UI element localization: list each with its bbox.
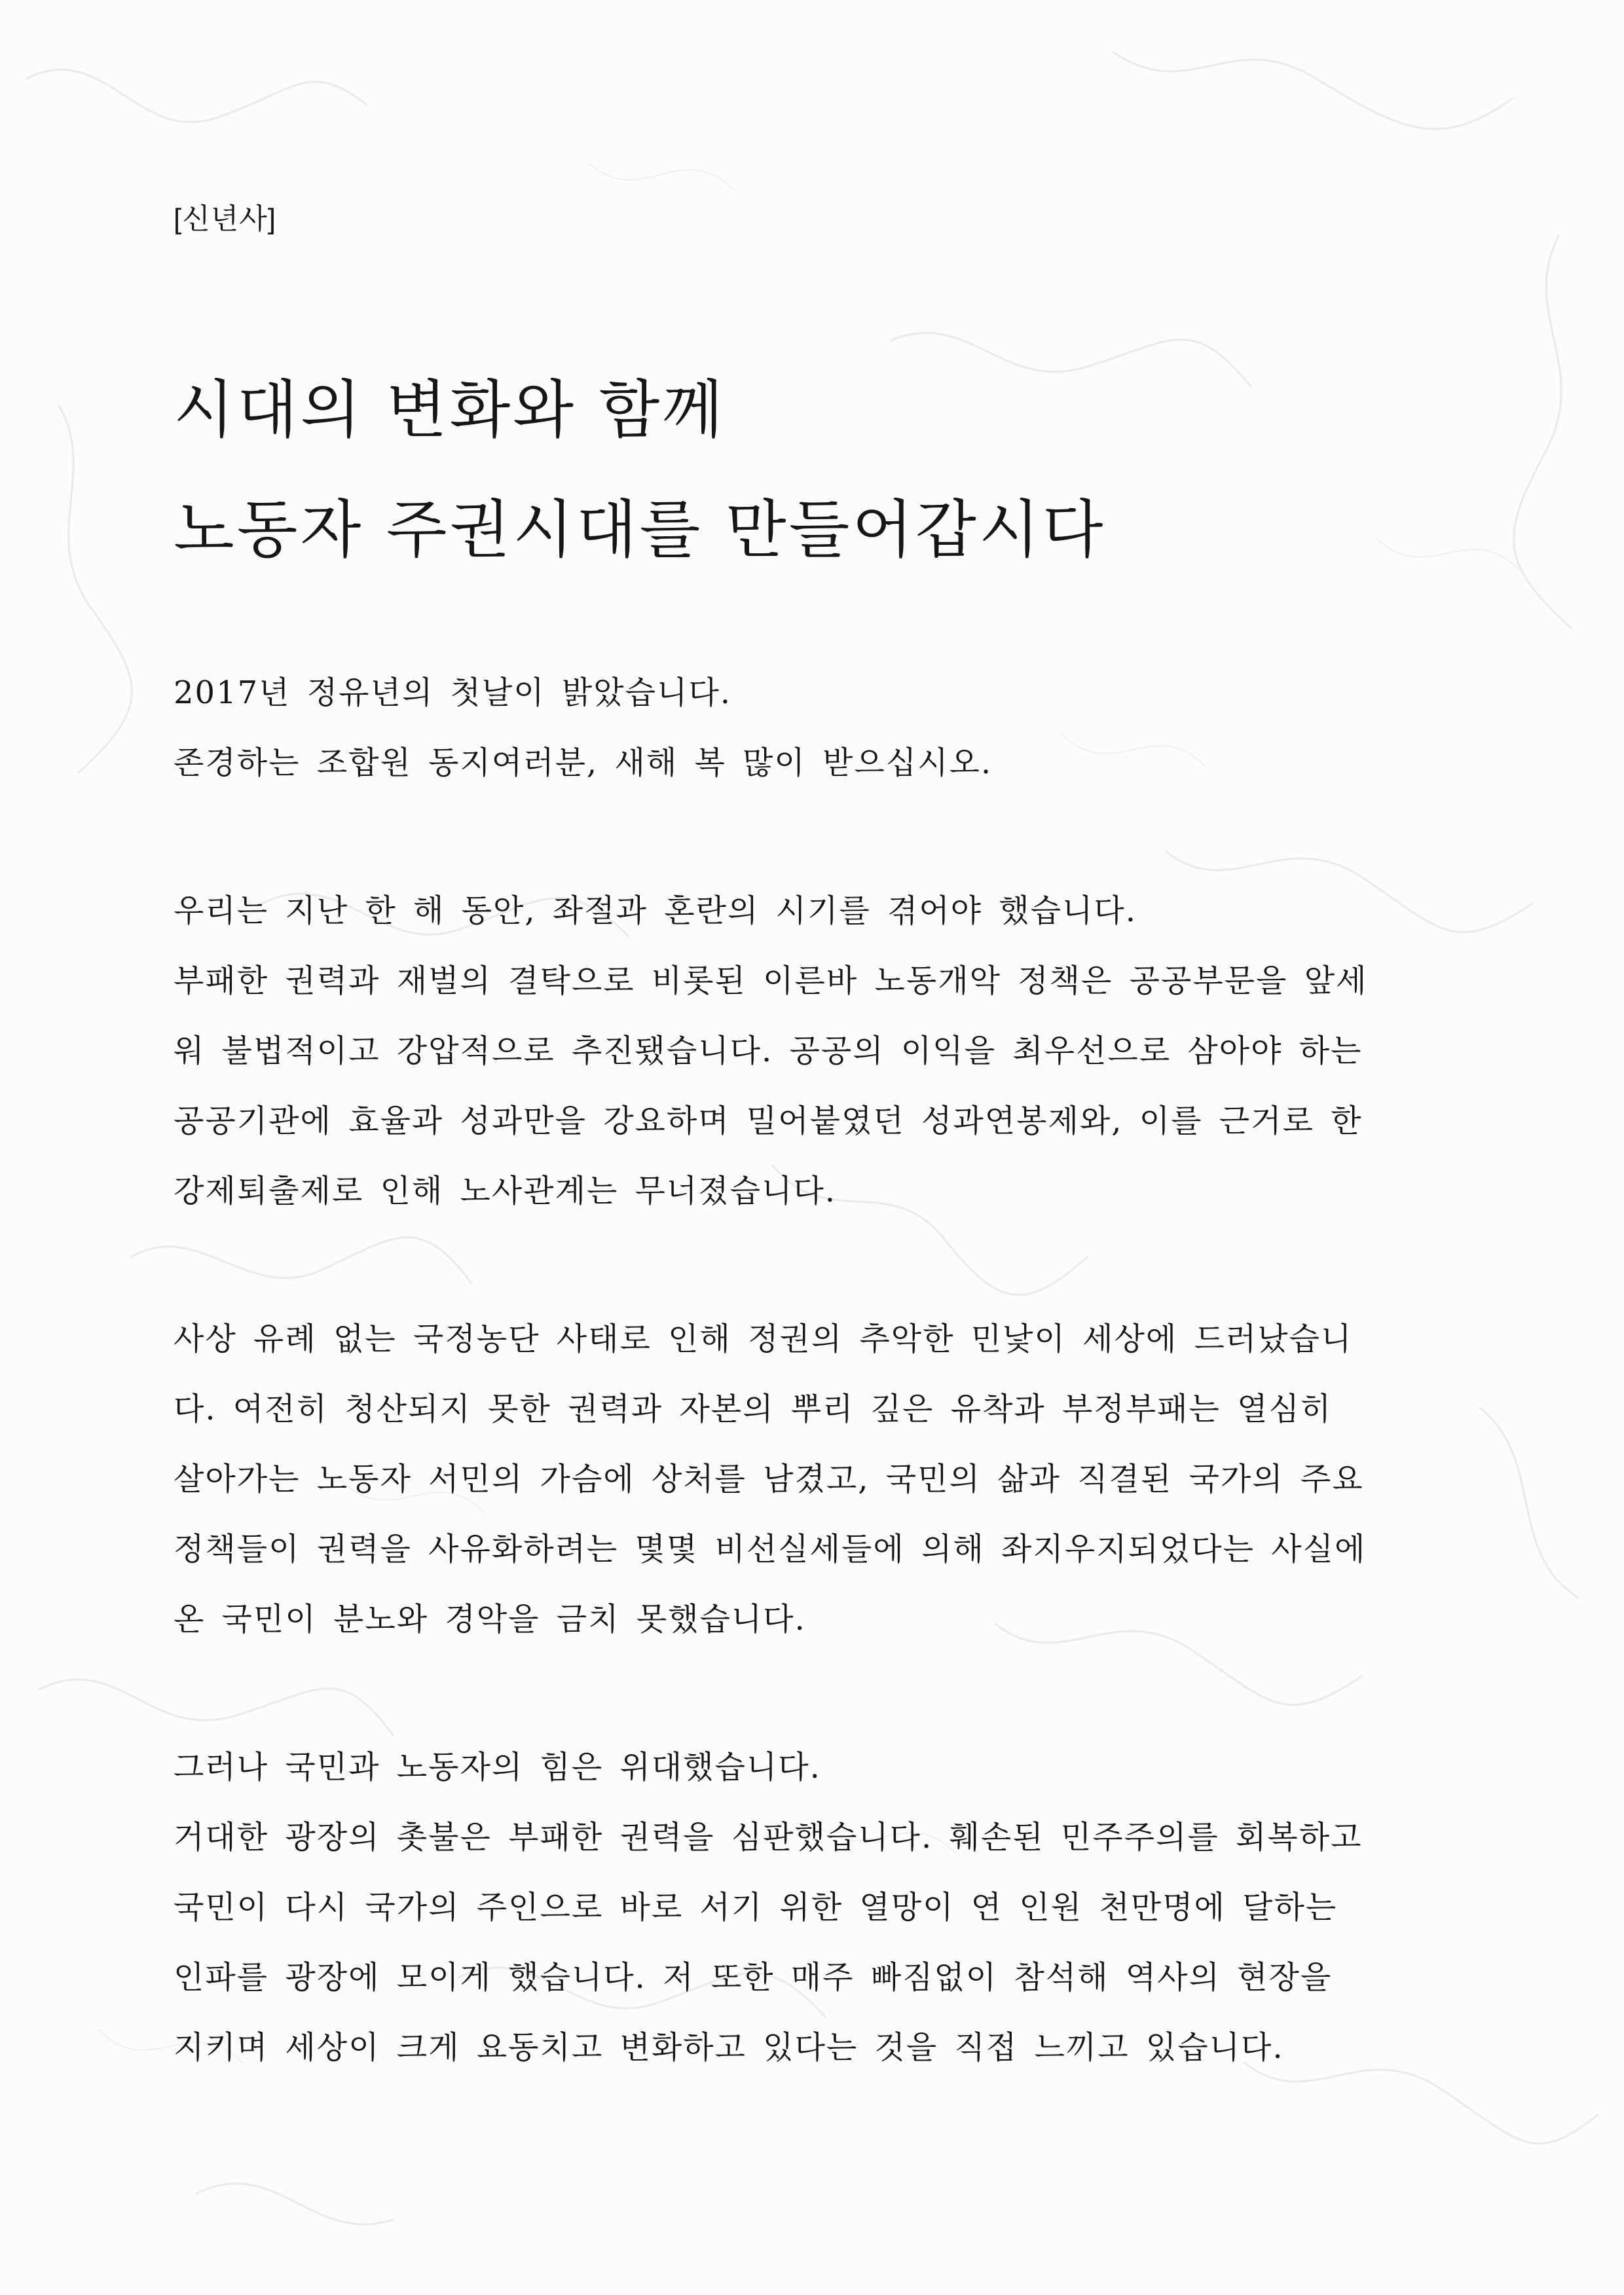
text-line: 온 국민이 분노와 경악을 금치 못했습니다. (174, 1601, 806, 1638)
text-line: 지키며 세상이 크게 요동치고 변화하고 있다는 것을 직접 느끼고 있습니다. (174, 2029, 1284, 2066)
text-line: 정책들이 권력을 사유화하려는 몇몇 비선실세들에 의해 좌지우지되었다는 사실에 (174, 1531, 1367, 1568)
letter-body (174, 658, 1467, 2161)
text-line: 2017년 정유년의 첫날이 밝았습니다. (174, 674, 731, 711)
paragraph-candlelight (174, 1733, 1467, 2083)
title-line-1: 시대의 변화와 함께 (174, 373, 726, 447)
category-label: [신년사] (174, 203, 276, 235)
page-title (174, 350, 1470, 590)
text-line: 워 불법적이고 강압적으로 추진됐습니다. 공공의 이익을 최우선으로 삼아야 하는 (174, 1033, 1363, 1069)
text-line: 존경하는 조합원 동지여러분, 새해 복 많이 받으십시오. (174, 744, 993, 781)
text-line: 다. 여전히 청산되지 못한 권력과 자본의 뿌리 깊은 유착과 부정부패는 열심히 (174, 1391, 1333, 1427)
text-line: 그러나 국민과 노동자의 힘은 위대했습니다. (174, 1749, 821, 1786)
paragraph-past-year (174, 876, 1467, 1226)
text-line: 공공기관에 효율과 성과만을 강요하며 밀어붙였던 성과연봉제와, 이를 근거로 한 (174, 1103, 1363, 1139)
text-line: 부패한 권력과 재벌의 결탁으로 비롯된 이른바 노동개악 정책은 공공부문을 앞세 (174, 963, 1368, 999)
text-line: 거대한 광장의 촛불은 부패한 권력을 심판했습니다. 훼손된 민주주의를 회복하고 (174, 1819, 1363, 1856)
text-line: 인파를 광장에 모이게 했습니다. 저 또한 매주 빠짐없이 참석해 역사의 현장을 (174, 1959, 1333, 1996)
paragraph-scandal (174, 1304, 1467, 1655)
letter-content (174, 200, 1470, 2066)
text-line: 사상 유례 없는 국정농단 사태로 인해 정권의 추악한 민낯이 세상에 드러났습니 (174, 1321, 1353, 1357)
text-line: 강제퇴출제로 인해 노사관계는 무너졌습니다. (174, 1173, 837, 1209)
text-line: 우리는 지난 한 해 동안, 좌절과 혼란의 시기를 겪어야 했습니다. (174, 892, 1137, 929)
text-line: 국민이 다시 국가의 주인으로 바로 서기 위한 열망이 연 인원 천만명에 달하는 (174, 1889, 1338, 1926)
title-line-2: 노동자 주권시대를 만들어갑시다 (174, 493, 1106, 566)
text-line: 살아가는 노동자 서민의 가슴에 상처를 남겼고, 국민의 삶과 직결된 국가의 주요 (174, 1461, 1364, 1497)
paragraph-greeting (174, 658, 1467, 798)
